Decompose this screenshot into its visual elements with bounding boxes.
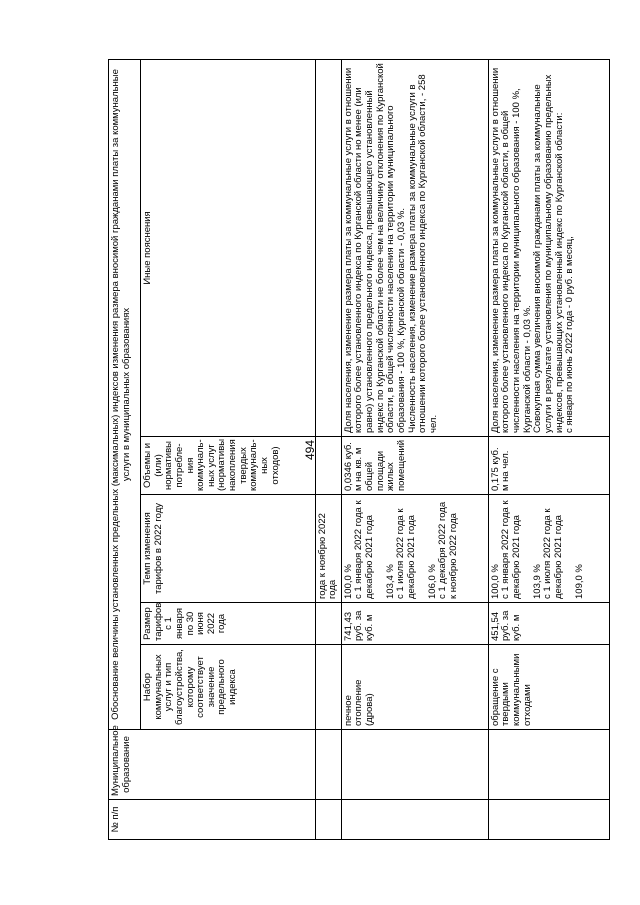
rotated-table-frame — [108, 60, 610, 840]
cell-volume: 0,175 куб. м на чел. — [488, 437, 609, 495]
header-municipality: Муниципальное образование — [109, 730, 316, 800]
tempo-value: 106,0 % — [426, 564, 438, 599]
cell-set: обращение с твердыми коммунальными отходами — [488, 645, 609, 730]
tempo-period: с 1 января 2022 года к декабрю 2021 года — [500, 500, 523, 599]
tempo-value: 100,0 % — [489, 564, 501, 599]
tempo-value: 100,0 % — [342, 564, 354, 599]
note-paragraph: Численность населения, изменение размера платы за коммунальные услуги в отношении которого более установленного индекса по Курганской области, - 258 чел. — [406, 74, 439, 433]
tempo-period: с 1 июля 2022 года к декабрю 2021 года — [395, 508, 417, 599]
cell-tempo — [488, 495, 609, 603]
cell-volume — [315, 437, 341, 495]
note-paragraph: Совокупная сумма увеличения вносимой гражданами платы за коммунальные услуги в результате установления по муниципальному образованию предельных индексов, превышающих установленный индекс по Курганской области: — [532, 74, 565, 433]
header-tempo: Темп изменения тарифов в 2022 году — [141, 495, 316, 603]
header-set: Набор коммунальных услуг и тип благоустройства, которому соответствует значение предельного индекса — [141, 645, 316, 730]
header-num: № п/п — [109, 800, 316, 840]
tempo-period: с 1 декабря 2022 года к ноябрю 2022 года — [437, 501, 459, 599]
justification-table — [108, 59, 610, 840]
cell-num — [488, 800, 609, 840]
table-row — [341, 59, 488, 839]
cell-size: 451,54 руб. за куб. м — [488, 603, 609, 645]
table-title: Обоснование величины установленных предельных (максимальных) индексов изменения размера вносимой гражданами платы за коммунальные услуги в муниципальных образованиях — [109, 59, 141, 729]
cell-num — [341, 800, 488, 840]
note-paragraph: Доля населения, изменение размера платы за коммунальные услуги в отношении которого более установленного индекса по Курганской области но менее (или равно) установленного предельного индекса, превышающего установленный индекс по Курганской области не более чем на величину отклонения по Курганской области, в общей численности населения на территории муниципального образования - 100 %, Курганской области - 0,03 %. — [342, 63, 407, 433]
note-paragraph: с января по июнь 2022 года - 0 руб. в месяц, — [564, 236, 576, 433]
cell-notes — [488, 59, 609, 436]
header-size: Размер тарифов с 1 января по 30 июня 2022 года — [141, 603, 316, 645]
cell-municipality — [488, 730, 609, 800]
tempo-value: 109,0 % — [573, 564, 585, 599]
cell-set — [315, 645, 341, 730]
table-row — [315, 59, 341, 839]
cell-set: печное отопление (дрова) — [341, 645, 488, 730]
cell-notes — [341, 59, 488, 436]
cell-tempo: года к ноябрю 2022 года — [315, 495, 341, 603]
page-number: 494 — [303, 439, 318, 461]
table-row — [488, 59, 609, 839]
tempo-value: 103,4 % — [384, 564, 396, 599]
note-paragraph: Доля населения, изменение размера платы за коммунальные услуги в отношении которого более установленного индекса по Курганской области, в общей численности населения на территории муниципального образования - 100 %, Курганской области - 0,03 %. — [489, 67, 533, 433]
cell-size: 741,43 руб. за куб. м — [341, 603, 488, 645]
cell-municipality — [315, 730, 341, 800]
cell-tempo — [341, 495, 488, 603]
header-volume: Объемы и (или) нормативы потребле-ния коммуналь-ных услуг (нормативы накопления твердых коммуналь-ных отходов) — [141, 437, 316, 495]
header-notes: Иные пояснения — [141, 59, 316, 436]
cell-size — [315, 603, 341, 645]
cell-volume: 0,0346 куб. м на кв. м общей площади жилых помещений — [341, 437, 488, 495]
cell-notes — [315, 59, 341, 436]
cell-num — [315, 800, 341, 840]
cell-municipality — [341, 730, 488, 800]
tempo-period: с 1 января 2022 года к декабрю 2021 года — [353, 500, 375, 599]
tempo-period: с 1 июля 2022 года к декабрю 2021 года — [542, 508, 564, 599]
tempo-value: 103,9 % — [531, 564, 543, 599]
